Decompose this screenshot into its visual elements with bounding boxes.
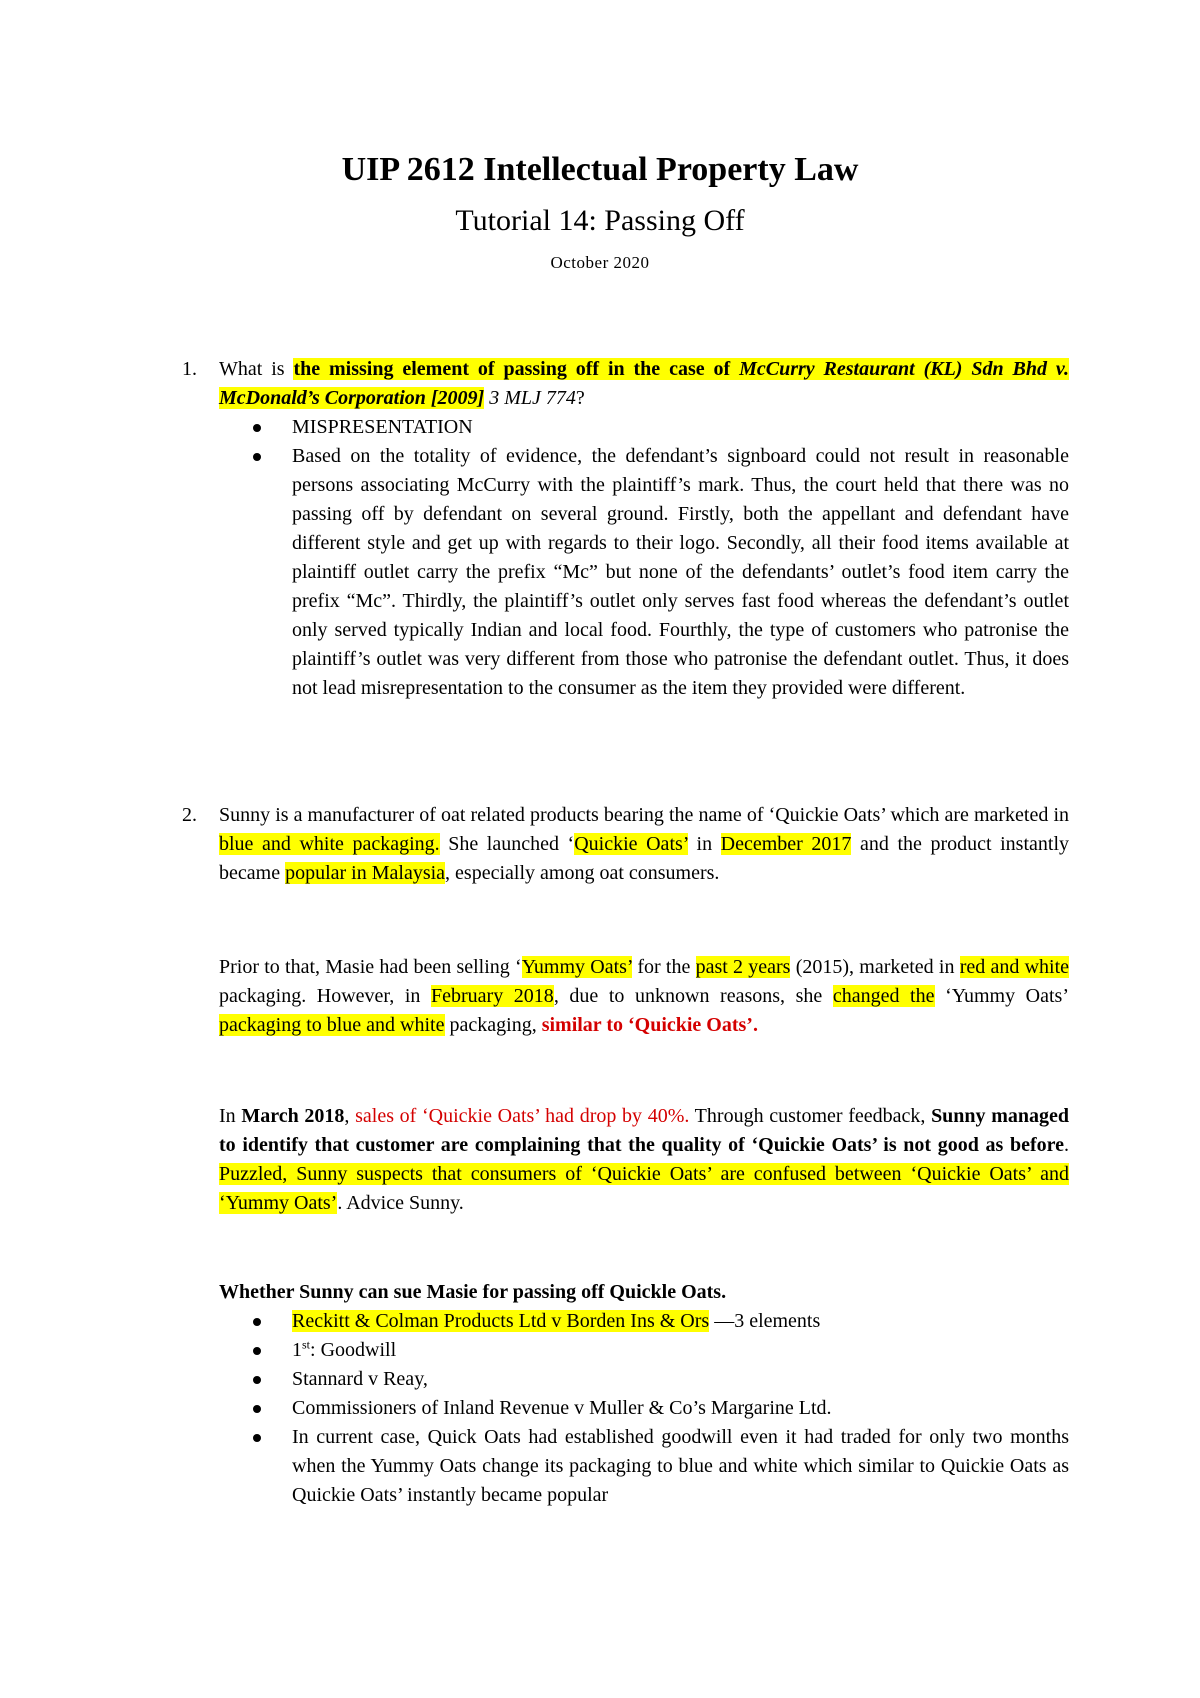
highlighted-text: blue and white packaging. [219,833,440,855]
highlighted-text: Reckitt & Colman Products Ltd v Borden Ins & Ors [292,1310,710,1332]
document-subtitle: Tutorial 14: Passing Off [455,204,745,237]
case-citation: McCurry Restaurant (KL) Sdn Bhd v. McDonald’s Corporation [2009] [219,358,1069,409]
highlighted-text: the missing element of passing off in the case of [293,358,740,380]
highlighted-text: packaging to blue and white [219,1014,445,1036]
issue-heading: Whether Sunny can sue Masie for passing off Quickle Oats. [219,1281,727,1303]
list-item: Commissioners of Inland Revenue v Muller & Co’s Margarine Ltd. [219,1394,1069,1423]
list-item: Stannard v Reay, [219,1365,1069,1394]
list-item: Reckitt & Colman Products Ltd v Borden Ins & Ors —3 elements [219,1307,1069,1336]
highlighted-text: Quickie Oats’ [574,833,688,855]
highlighted-text: red and white [959,956,1070,978]
list-item: In current case, Quick Oats had established goodwill even it had traded for only two months when the Yummy Oats change its packaging to blue and white which similar to Quickie Oats as Quickie Oats’ instantly became popular [219,1423,1069,1510]
question-2-number: 2. [182,804,197,826]
list-item: Based on the totality of evidence, the defendant’s signboard could not result in reasonable persons associating McCurry with the plaintiff’s mark. Thus, the court held that there was no passing off by defendant on several ground. Firstly, both the appellant and defendant have different style and get up with regards to their logo. Secondly, all their food items available at plaintiff outlet carry the prefix “Mc” but none of the defendants’ outlet’s food item carry the prefix “Mc”. Thirdly, the plaintiff’s outlet only serves fast food whereas the defendant’s outlet only served typically Indian and local food. Fourthly, the type of customers who patronise the plaintiff’s outlet was very different from those who patronise the defendant outlet. Thus, it does not lead misrepresentation to the consumer as the item they provided were different. [219,442,1069,703]
highlighted-text: Yummy Oats’ [521,956,633,978]
issue-answer-list [219,1307,1069,1510]
document-title: UIP 2612 Intellectual Property Law [341,151,859,188]
highlighted-text: changed the [832,985,935,1007]
question-2-paragraph-1: Sunny is a manufacturer of oat related products bearing the name of ‘Quickie Oats’ which are marketed in blue and white packaging. She launched ‘Quickie Oats’ in December 2017 and the product instantly became popular in Malaysia, especially among oat consumers. [219,804,1070,884]
question-1-text: What is the missing element of passing off in the case of McCurry Restaurant (KL) Sdn Bhd v. McDonald’s Corporation [2009] 3 MLJ 774? [219,358,1069,409]
red-bold-text: similar to ‘Quickie Oats’. [541,1014,758,1036]
highlighted-text: February 2018 [431,985,554,1007]
highlighted-text: Puzzled, Sunny suspects that consumers of ‘Quickie Oats’ are confused between ‘Quickie Oats’ and ‘Yummy Oats’ [219,1163,1069,1214]
red-text: sales of ‘Quickie Oats’ had drop by 40%. [355,1105,690,1127]
question-2-paragraph-2: Prior to that, Masie had been selling ‘Yummy Oats’ for the past 2 years (2015), marketed in red and white packaging. However, in February 2018, due to unknown reasons, she changed the ‘Yummy Oats’ packaging to blue and white packaging, similar to ‘Quickie Oats’. [219,956,1070,1036]
highlighted-text: popular in Malaysia [285,862,446,884]
list-item: MISPRESENTATION [219,413,1069,442]
highlighted-text: past 2 years [695,956,791,978]
document-date: October 2020 [550,253,650,272]
question-2-paragraph-3: In March 2018, sales of ‘Quickie Oats’ had drop by 40%. Through customer feedback, Sunny managed to identify that customer are complaining that the quality of ‘Quickie Oats’ is not good as before. Puzzled, Sunny suspects that consumers of ‘Quickie Oats’ are confused between ‘Quickie Oats’ and ‘Yummy Oats’. Advice Sunny. [219,1105,1070,1214]
highlighted-text: December 2017 [720,833,852,855]
bold-text: Sunny managed to identify that customer are complaining that the quality of ‘Quickie Oats’ is not good as before [219,1105,1070,1156]
question-1-number: 1. [182,358,197,380]
question-1-answer-list [219,413,1069,703]
list-item: 1st: Goodwill [219,1336,1069,1365]
